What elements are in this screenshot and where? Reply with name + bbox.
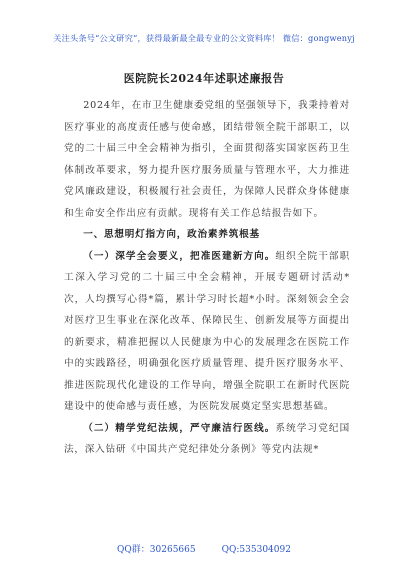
subsection-2-title: （二）精学党纪法规，严守廉洁行医线。 bbox=[83, 422, 276, 434]
footer-qq: QQ:535304092 bbox=[221, 545, 291, 555]
subsection-1-text: 组织全院干部职工深入学习党的二十届三中全会精神，开展专题研讨活动*次，人均撰写心得*篇，累计学习时长超*小时。深刻领会全会对医疗卫生事业在深化改革、保障民生、创新发展等方面提出的新要求，精准把握以人民健康为中心的发展理念在医院工作中的实践路径，明确强化医疗质量管理、提升医疗服务水平、推进医院现代化建设的工作导向，增强全院职工在新时代医院建设中的使命感与责任感，为医院发展奠定坚实思想基础。 bbox=[64, 250, 350, 412]
section-heading-1: 一、思想明灯指方向，政治素养筑根基 bbox=[83, 229, 260, 240]
subsection-1-paragraph bbox=[64, 246, 350, 418]
promo-banner: 关注头条号“公文研究”，获得最新最全最专业的公文资料库！ 微信：gongwenyj bbox=[53, 33, 355, 43]
document-title: 医院院长2024年述职述廉报告 bbox=[123, 72, 285, 85]
footer-contact bbox=[0, 542, 408, 555]
intro-paragraph: 2024年，在市卫生健康委党组的坚强领导下，我秉持着对医疗事业的高度责任感与使命感，团结带领全院干部职工，以党的二十届三中全会精神为指引，全面贯彻落实国家医药卫生体制改革要求，努力提升医疗服务质量与管理水平，大力推进党风廉政建设，积极履行社会责任，为保障人民群众身体健康和生命安全作出应有贡献。现将有关工作总结报告如下。 bbox=[64, 100, 350, 219]
document-body bbox=[64, 95, 350, 461]
footer-qq-group: QQ群：30265665 bbox=[117, 545, 196, 555]
subsection-2-paragraph bbox=[64, 418, 350, 461]
subsection-2-text: 系统学习党纪国法，深入钻研《中国共产党纪律处分条例》等党内法规* bbox=[64, 422, 350, 455]
subsection-1-title: （一）深学全会要义，把准医建新方向。 bbox=[83, 250, 276, 262]
